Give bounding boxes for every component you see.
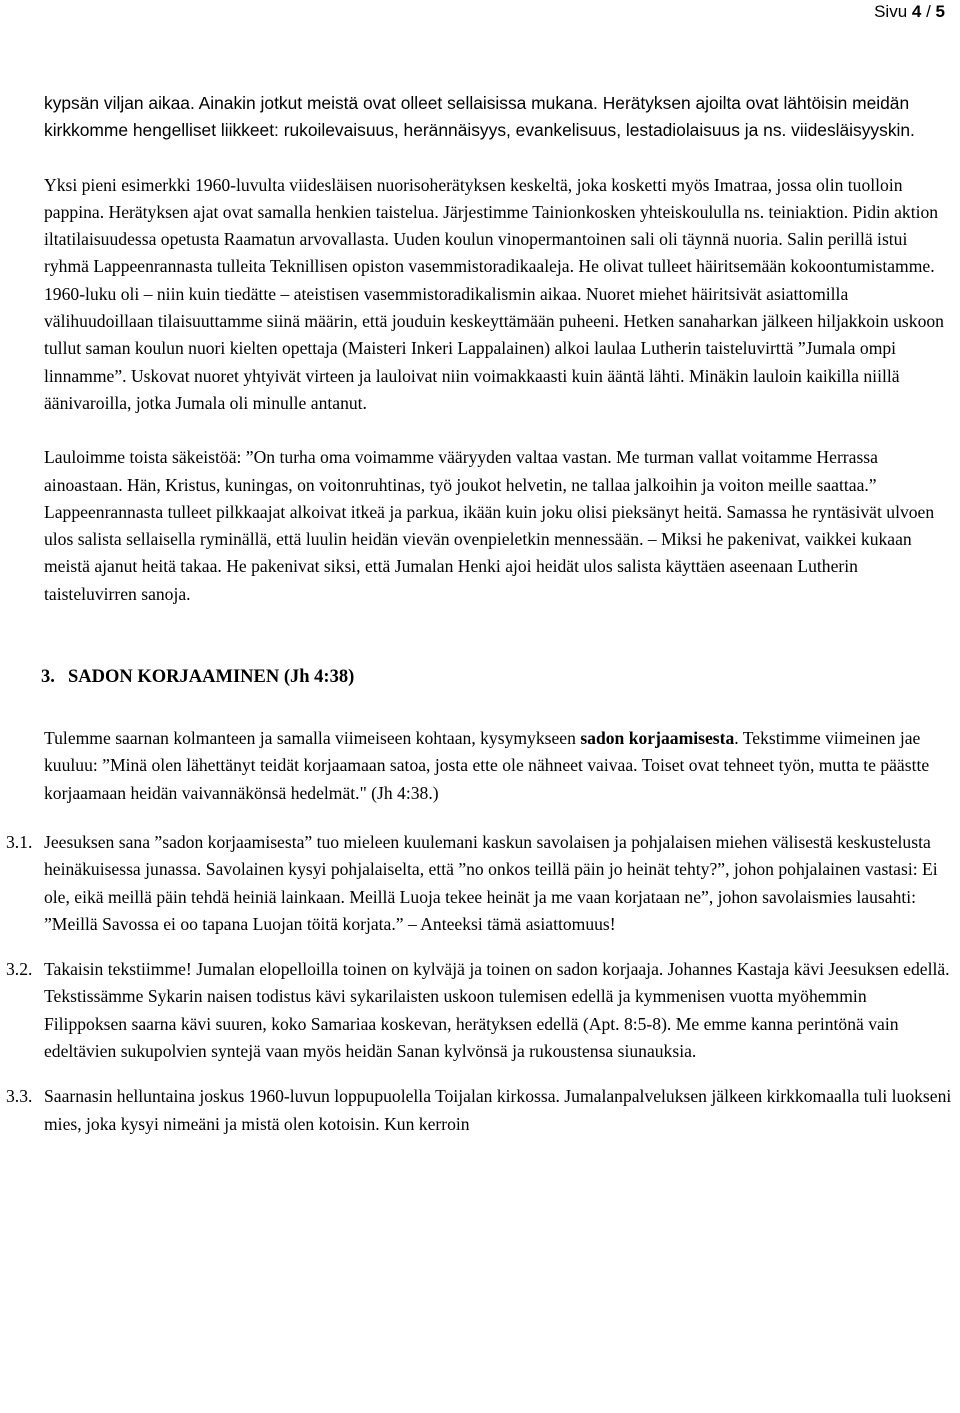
item-number: 3.2.	[6, 959, 33, 980]
section-intro	[44, 725, 954, 807]
page-separator: /	[921, 2, 936, 21]
page-number	[874, 2, 945, 22]
item-number: 3.1.	[6, 831, 33, 852]
page-prefix: Sivu	[874, 2, 912, 21]
document-body	[6, 90, 954, 1138]
item-text: Takaisin tekstiimme! Jumalan elopelloilla toinen on kylväjä ja toinen on sadon korjaaja. Johannes Kastaja kävi Jeesuksen edellä. Tekstissämme Sykarin naisen todistus kävi sykarilaisten uskoon tulemisen edellä ja kymmenisen vuotta myöhemmin Filippoksen saarna kävi suuren, koko Samariaa koskevan, herätyksen edellä (Apt. 8:5-8). Me emme kanna perintönä vain edeltävien sukupolvien syntejä vaan myös heidän Sanan kylvönsä ja rukoustensa siunauksia.	[44, 959, 950, 1062]
item-text: Jeesuksen sana ”sadon korjaamisesta” tuo mieleen kuulemani kaskun savolaisen ja pohjalaisen miehen välisestä keskustelusta heinäkuisessa junassa. Savolainen kysyi pohjalaiselta, että ”no onkos teillä päin jo heinät tehty?”, johon pohjalainen vastasi: Ei ole, eikä meillä päin tehdä heiniä lainkaan. Meillä Luoja tekee heinät ja me vaan korjataan ne”, johon savolaismies lausahti: ”Meillä Savossa ei oo tapana Luojan töitä korjata.” – Anteeksi tämä asiattomuus!	[44, 831, 938, 934]
section-number: 3.	[41, 667, 55, 688]
page-total: 5	[935, 2, 945, 21]
intro-text-b: . Tekstimme viimeinen jae kuuluu: ”Minä olen lähettänyt teidät korjaamaan satoa, josta ette ole nähneet vaivaa. Toiset ovat tehneet työn, mutta te päästte korjaamaan heidän vaivannäkönsä hedelmät." (Jh 4:38.)	[44, 728, 930, 803]
intro-text-bold: sadon korjaamisesta	[580, 728, 735, 749]
intro-text-a: Tulemme saarnan kolmanteen ja samalla viimeiseen kohtaan, kysymykseen	[44, 728, 581, 749]
item-text: Saarnasin helluntaina joskus 1960-luvun loppupuolella Toijalan kirkossa. Jumalanpalveluksen jälkeen kirkkomaalla tuli luokseni mies, joka kysyi nimeäni ja mistä olen kotoisin. Kun kerroin	[44, 1086, 952, 1134]
section-title: SADON KORJAAMINEN (Jh 4:38)	[68, 667, 355, 688]
page-current: 4	[911, 2, 922, 21]
item-number: 3.3.	[6, 1086, 33, 1107]
paragraph-revival-movements: kypsän viljan aikaa. Ainakin jotkut meistä ovat olleet sellaisissa mukana. Herätyksen ajoilta ovat lähtöisin meidän kirkkomme hengelliset liikkeet: rukoilevaisuus, herännäisyys, evankelisuus, lestadiolaisuus ja ns. viidesläisyyskin.	[44, 93, 915, 141]
section-heading	[41, 664, 954, 691]
paragraph-imatra-example: Yksi pieni esimerkki 1960-luvulta viidesläisen nuorisoherätyksen keskeltä, joka kosketti myös Imatraa, jossa olin tuolloin pappina. Herätyksen ajat ovat samalla henkien taistelua. Järjestimme Tainionkosken yhteiskoululla ns. teiniaktion. Pidin aktion iltatilaisuudessa opetusta Raamatun arvovallasta. Uuden koulun vinopermantoinen sali oli täynnä nuoria. Salin perillä istui ryhmä Lappeenrannasta tulleita Teknillisen opiston vasemmistoradikaaleja. He olivat tulleet häiritsemään kokoontumistamme. 1960-luku oli – niin kuin tiedätte – ateistisen vasemmistoradikalismin aikaa. Nuoret miehet häiritsivät asiattomilla välihuudoillaan tilaisuuttamme siinä määrin, että jouduin keskeyttämään puheeni. Hetken sanaharkan jälkeen hiljakkoin uskoon tullut saman koulun nuori kielten opettaja (Maisteri Inkeri Lappalainen) alkoi laulaa Lutherin taisteluvirttä ”Jumala ompi linnamme”. Uskovat nuoret yhtyivät virteen ja lauloivat niin voimakkaasti kuin ääntä lähti. Minäkin lauloin kaikilla niillä äänivaroilla, jotka Jumala oli minulle antanut.	[44, 174, 944, 413]
numbered-item	[6, 829, 954, 938]
numbered-item	[6, 956, 954, 1065]
paragraph-hymn-verse: Lauloimme toista säkeistöä: ”On turha oma voimamme vääryyden valtaa vastan. Me turman vallat voitamme Herrassa ainoastaan. Hän, Kristus, kuningas, on voitonruhtinas, työ joukot helvetin, ne tallaa jalkoihin ja voiton meille saattaa.” Lappeenrannasta tulleet pilkkaajat alkoivat itkeä ja parkua, ikään kuin joku olisi pieksänyt heitä. Samassa he ryntäsivät ulvoen ulos salista sellaisella ryminällä, että luulin heidän vievän ovenpieletkin mennessään. – Miksi he pakenivat, vaikkei kukaan meistä ajanut heitä takaa. He pakenivat siksi, että Jumalan Henki ajoi heidät ulos salista käyttäen aseenaan Lutherin taisteluvirren sanoja.	[44, 447, 935, 604]
numbered-item	[6, 1083, 954, 1138]
